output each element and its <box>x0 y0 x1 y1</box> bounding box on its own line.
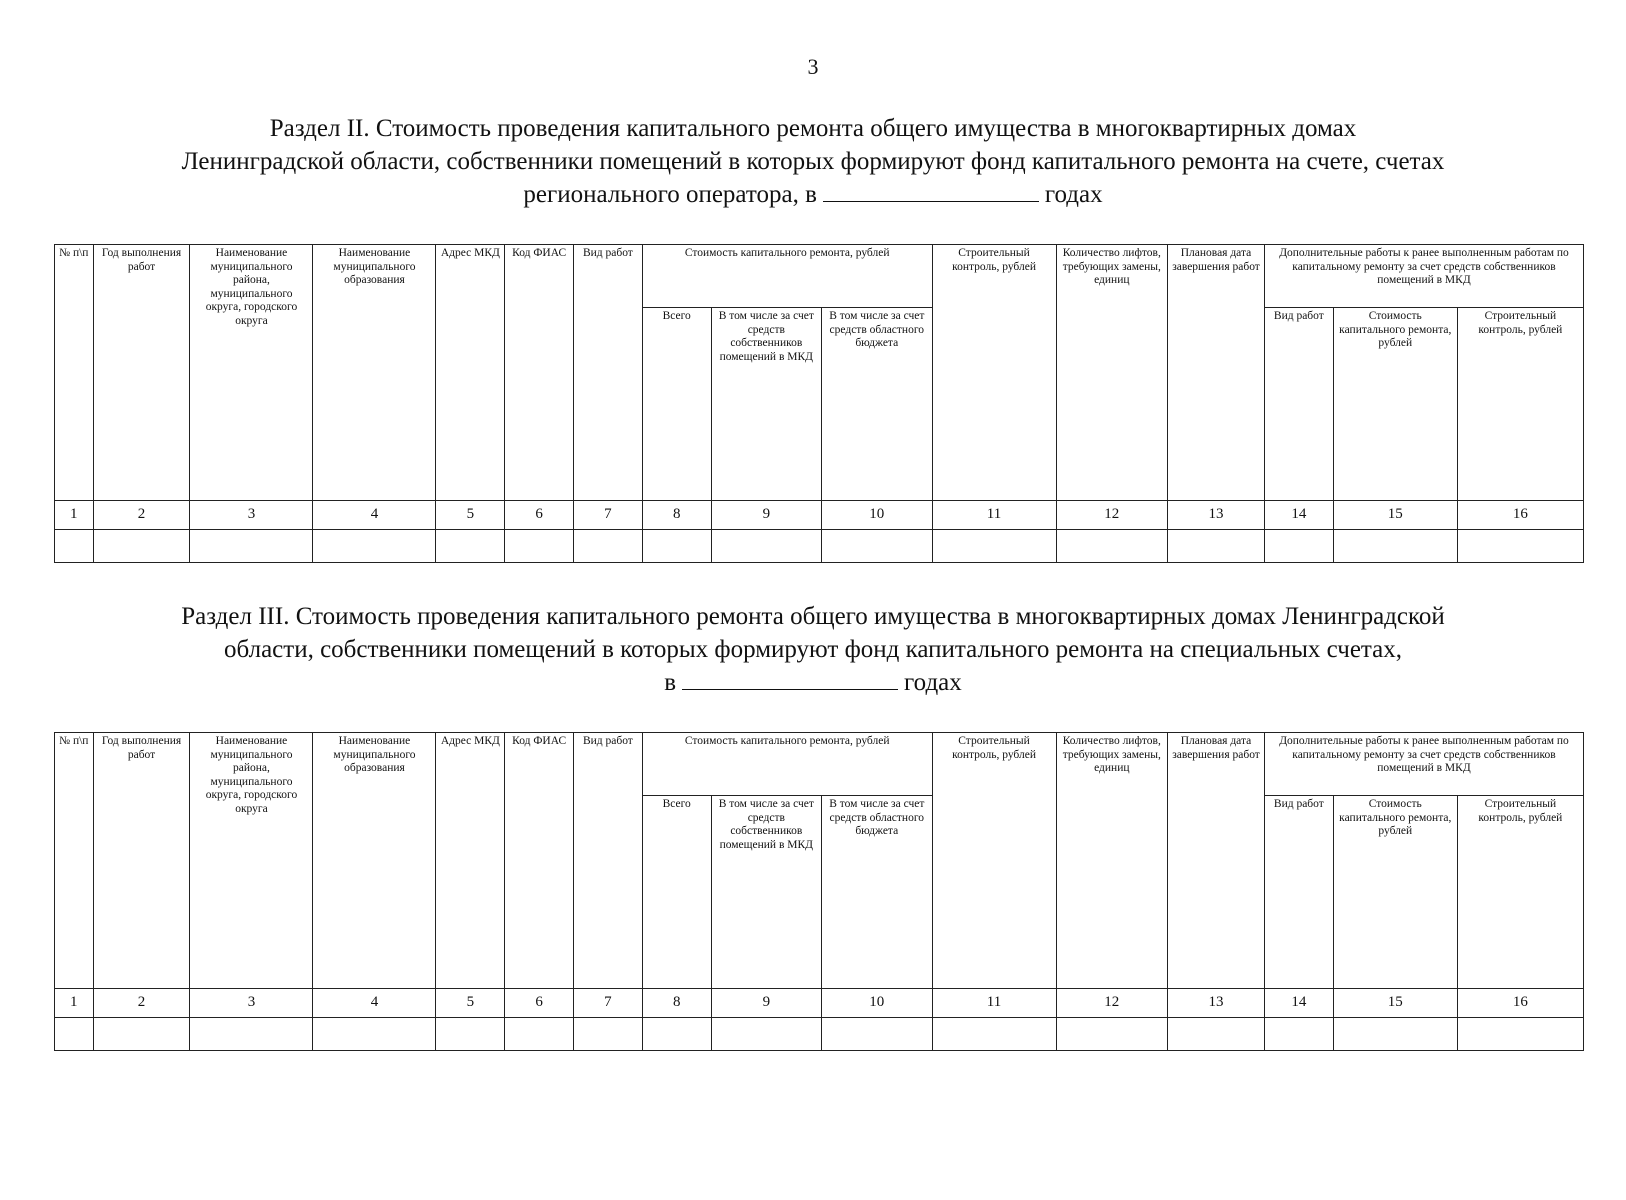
header-planned-date: Плановая дата завершения работ <box>1168 245 1265 501</box>
page-number: 3 <box>807 54 819 79</box>
section-2-title <box>100 112 1526 211</box>
header-extra-type: Вид работ <box>1264 796 1333 989</box>
empty-cell[interactable] <box>55 530 94 563</box>
section-3-title-pre: в <box>664 669 677 696</box>
header-construction-control: Строительный контроль, рублей <box>932 245 1056 501</box>
header-extra-cost: Стоимость капитального ремонта, рублей <box>1333 308 1457 501</box>
header-cost-total: Всего <box>642 796 711 989</box>
empty-cell[interactable] <box>436 530 505 563</box>
header-cost-group: Стоимость капитального ремонта, рублей <box>642 733 932 796</box>
empty-cell[interactable] <box>822 530 932 563</box>
header-construction-control: Строительный контроль, рублей <box>932 733 1056 989</box>
column-number: 3 <box>190 501 313 530</box>
column-number: 4 <box>313 501 436 530</box>
header-address: Адрес МКД <box>436 245 505 501</box>
empty-cell[interactable] <box>1333 530 1457 563</box>
empty-cell[interactable] <box>711 1018 821 1051</box>
empty-cell[interactable] <box>1333 1018 1457 1051</box>
column-number: 8 <box>642 501 711 530</box>
column-number: 6 <box>505 501 574 530</box>
column-number: 15 <box>1333 989 1457 1018</box>
column-number: 9 <box>711 501 821 530</box>
header-cost-budget: В том числе за счет средств областного бюджета <box>822 796 932 989</box>
column-number: 1 <box>55 989 94 1018</box>
column-number: 14 <box>1264 501 1333 530</box>
section-2-title-line-3 <box>100 178 1526 211</box>
section-2-table <box>54 244 1584 563</box>
column-number: 7 <box>574 501 643 530</box>
column-number: 1 <box>55 501 94 530</box>
empty-data-row <box>55 1018 1584 1051</box>
header-address: Адрес МКД <box>436 733 505 989</box>
header-work-type: Вид работ <box>574 733 643 989</box>
section-2-title-pre: регионального оператора, в <box>523 181 817 208</box>
column-number: 8 <box>642 989 711 1018</box>
section-2-title-line-1: Раздел II. Стоимость проведения капитального ремонта общего имущества в многоквартирных домах <box>269 115 1357 142</box>
header-municipality: Наименование муниципального образования <box>313 245 436 501</box>
section-3-title-line-2: области, собственники помещений в которых формируют фонд капитального ремонта на специальных счетах, <box>224 636 1402 663</box>
empty-cell[interactable] <box>822 1018 932 1051</box>
empty-cell[interactable] <box>93 1018 190 1051</box>
header-planned-date: Плановая дата завершения работ <box>1168 733 1265 989</box>
empty-cell[interactable] <box>932 530 1056 563</box>
column-number: 2 <box>93 989 190 1018</box>
column-number: 10 <box>822 989 932 1018</box>
column-number: 7 <box>574 989 643 1018</box>
empty-cell[interactable] <box>574 1018 643 1051</box>
header-extra-cost: Стоимость капитального ремонта, рублей <box>1333 796 1457 989</box>
header-extra-type: Вид работ <box>1264 308 1333 501</box>
empty-cell[interactable] <box>93 530 190 563</box>
header-extra-control: Строительный контроль, рублей <box>1457 796 1583 989</box>
empty-cell[interactable] <box>1168 1018 1265 1051</box>
column-number: 4 <box>313 989 436 1018</box>
empty-cell[interactable] <box>436 1018 505 1051</box>
empty-cell[interactable] <box>505 530 574 563</box>
column-number: 9 <box>711 989 821 1018</box>
empty-cell[interactable] <box>1457 530 1583 563</box>
header-elevators: Количество лифтов, требующих замены, единиц <box>1056 733 1168 989</box>
header-year: Год выполнения работ <box>93 733 190 989</box>
header-extra-group: Дополнительные работы к ранее выполненным работам по капитальному ремонту за счет средств собственников помещений в МКД <box>1264 733 1583 796</box>
header-cost-owners: В том числе за счет средств собственников помещений в МКД <box>711 308 821 501</box>
header-number: № п\п <box>55 245 94 501</box>
header-extra-control: Строительный контроль, рублей <box>1457 308 1583 501</box>
column-number: 13 <box>1168 989 1265 1018</box>
section-2-title-post: годах <box>1044 181 1103 208</box>
empty-cell[interactable] <box>574 530 643 563</box>
section-3-title-line-1: Раздел III. Стоимость проведения капитального ремонта общего имущества в многоквартирных домах Ленинградской <box>181 603 1445 630</box>
empty-cell[interactable] <box>1056 530 1168 563</box>
section-2-title-line-2: Ленинградской области, собственники помещений в которых формируют фонд капитального ремонта на счете, счетах <box>181 148 1445 175</box>
empty-cell[interactable] <box>642 1018 711 1051</box>
header-number: № п\п <box>55 733 94 989</box>
empty-cell[interactable] <box>313 1018 436 1051</box>
header-fias: Код ФИАС <box>505 733 574 989</box>
empty-cell[interactable] <box>505 1018 574 1051</box>
section-3-title-post: годах <box>904 669 962 696</box>
header-year: Год выполнения работ <box>93 245 190 501</box>
empty-cell[interactable] <box>932 1018 1056 1051</box>
empty-cell[interactable] <box>1056 1018 1168 1051</box>
empty-cell[interactable] <box>1168 530 1265 563</box>
header-cost-budget: В том числе за счет средств областного бюджета <box>822 308 932 501</box>
header-fias: Код ФИАС <box>505 245 574 501</box>
header-cost-total: Всего <box>642 308 711 501</box>
column-number: 6 <box>505 989 574 1018</box>
years-blank <box>682 667 898 690</box>
empty-cell[interactable] <box>190 1018 313 1051</box>
years-blank <box>823 179 1039 202</box>
empty-cell[interactable] <box>313 530 436 563</box>
section-3-table <box>54 732 1584 1051</box>
section-3-title <box>100 600 1526 699</box>
column-number: 11 <box>932 989 1056 1018</box>
header-district: Наименование муниципального района, муниципального округа, городского округа <box>190 245 313 501</box>
column-number: 16 <box>1457 501 1583 530</box>
column-number: 12 <box>1056 989 1168 1018</box>
header-municipality: Наименование муниципального образования <box>313 733 436 989</box>
column-number: 11 <box>932 501 1056 530</box>
section-3-title-line-3 <box>100 666 1526 699</box>
column-number: 12 <box>1056 501 1168 530</box>
column-number: 3 <box>190 989 313 1018</box>
column-number: 15 <box>1333 501 1457 530</box>
empty-cell[interactable] <box>1264 1018 1333 1051</box>
column-number: 16 <box>1457 989 1583 1018</box>
column-number: 5 <box>436 501 505 530</box>
empty-cell[interactable] <box>642 530 711 563</box>
empty-cell[interactable] <box>1457 1018 1583 1051</box>
header-extra-group: Дополнительные работы к ранее выполненным работам по капитальному ремонту за счет средств собственников помещений в МКД <box>1264 245 1583 308</box>
column-number: 2 <box>93 501 190 530</box>
empty-cell[interactable] <box>711 530 821 563</box>
empty-data-row <box>55 530 1584 563</box>
column-number: 10 <box>822 501 932 530</box>
column-number: 13 <box>1168 501 1265 530</box>
column-number: 5 <box>436 989 505 1018</box>
header-cost-owners: В том числе за счет средств собственников помещений в МКД <box>711 796 821 989</box>
header-cost-group: Стоимость капитального ремонта, рублей <box>642 245 932 308</box>
header-elevators: Количество лифтов, требующих замены, единиц <box>1056 245 1168 501</box>
column-numbers-row <box>55 501 1584 530</box>
header-district: Наименование муниципального района, муниципального округа, городского округа <box>190 733 313 989</box>
empty-cell[interactable] <box>55 1018 94 1051</box>
empty-cell[interactable] <box>1264 530 1333 563</box>
empty-cell[interactable] <box>190 530 313 563</box>
column-number: 14 <box>1264 989 1333 1018</box>
header-work-type: Вид работ <box>574 245 643 501</box>
column-numbers-row <box>55 989 1584 1018</box>
